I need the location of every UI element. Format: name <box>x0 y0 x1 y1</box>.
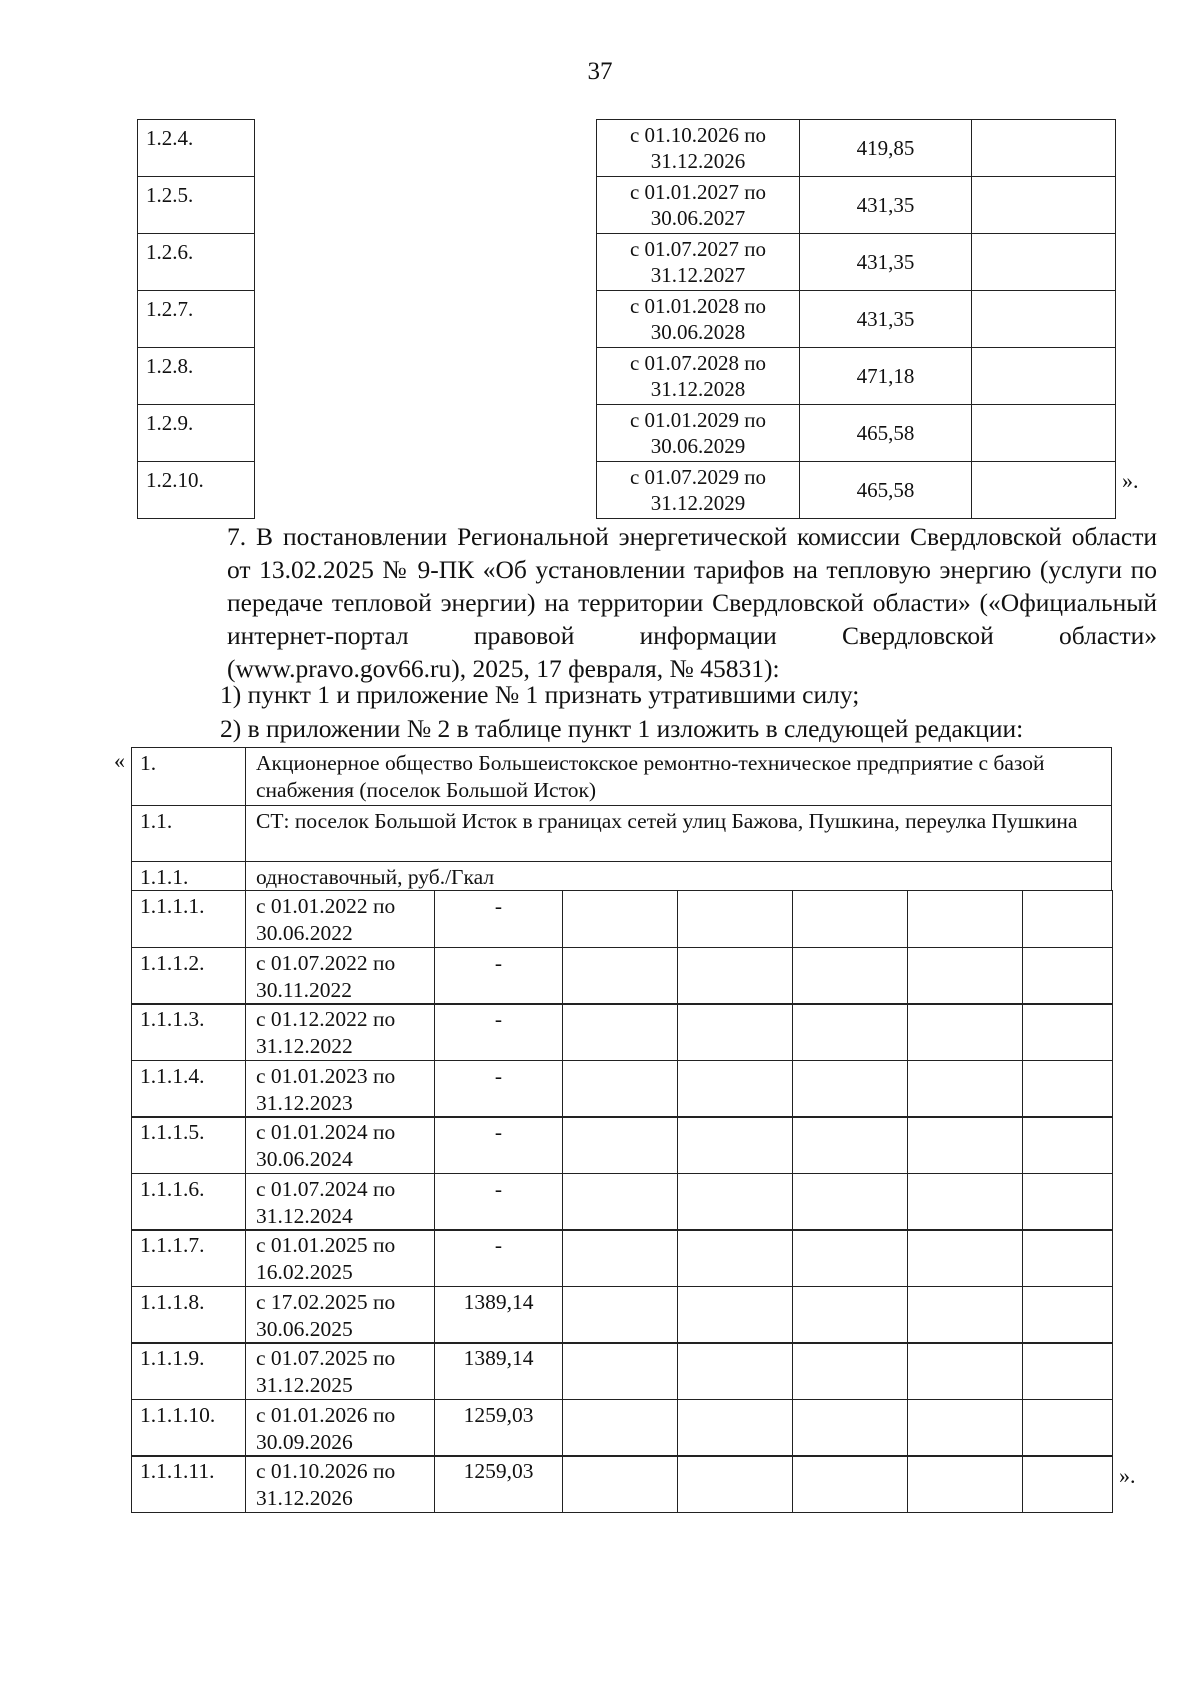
table1-row-empty <box>971 290 1116 348</box>
table1-row-value: 465,58 <box>799 461 972 519</box>
table2-row-empty <box>907 1399 1023 1457</box>
table2-row-empty <box>1022 1399 1113 1457</box>
table2-row-empty <box>562 947 678 1005</box>
table2-row-empty <box>1022 1455 1113 1513</box>
table2-row-empty <box>792 1229 908 1287</box>
table2-row-empty <box>677 947 793 1005</box>
table2-row-empty <box>907 1060 1023 1118</box>
table1-row-empty <box>971 233 1116 291</box>
table1-closing-quote: ». <box>1122 468 1139 493</box>
table2-row-empty <box>792 1455 908 1513</box>
table1-row-empty <box>971 404 1116 462</box>
table2-row-empty <box>792 1060 908 1118</box>
table2-row-value: 1259,03 <box>434 1399 563 1457</box>
table1-row-period: с 01.07.2027 по 31.12.2027 <box>596 233 800 291</box>
table1-row-period: с 01.07.2028 по 31.12.2028 <box>596 347 800 405</box>
table2-row-empty <box>792 1003 908 1061</box>
table1-row-number: 1.2.9. <box>137 404 255 462</box>
table2-row-number: 1.1.1.1. <box>131 890 246 948</box>
table2-row-number: 1.1.1.10. <box>131 1399 246 1457</box>
table2-row-empty <box>677 1229 793 1287</box>
table2-row-empty <box>907 1116 1023 1174</box>
table2-header-text: СТ: поселок Большой Исток в границах сетей улиц Бажова, Пушкина, переулка Пушкина <box>245 805 1112 862</box>
table1-row-empty <box>971 347 1116 405</box>
table2-row-empty <box>907 1455 1023 1513</box>
table2-row-value: - <box>434 1060 563 1118</box>
table2-header-number: 1. <box>131 747 246 806</box>
table2-row-empty <box>562 1229 678 1287</box>
table2-row-value: 1389,14 <box>434 1286 563 1344</box>
table2-row-empty <box>792 1173 908 1231</box>
table2-row-empty <box>677 1455 793 1513</box>
table2-row-empty <box>562 1116 678 1174</box>
table2-header-text: одноставочный, руб./Гкал <box>245 861 1112 891</box>
table2-row-empty <box>907 890 1023 948</box>
table2-row-period: с 17.02.2025 по 30.06.2025 <box>245 1286 435 1344</box>
table2-row-value: - <box>434 947 563 1005</box>
table2-row-empty <box>792 1342 908 1400</box>
item-1: 1) пункт 1 и приложение № 1 признать утратившими силу; <box>220 680 860 709</box>
table1-row-value: 431,35 <box>799 290 972 348</box>
table2-row-number: 1.1.1.8. <box>131 1286 246 1344</box>
table2-row-number: 1.1.1.6. <box>131 1173 246 1231</box>
table1-row-period: с 01.07.2029 по 31.12.2029 <box>596 461 800 519</box>
table1-row-value: 431,35 <box>799 176 972 234</box>
table2-row-period: с 01.07.2024 по 31.12.2024 <box>245 1173 435 1231</box>
table2-row-empty <box>562 1060 678 1118</box>
table1-row-number: 1.2.6. <box>137 233 255 291</box>
table2-row-empty <box>907 1342 1023 1400</box>
table2-row-empty <box>677 1060 793 1118</box>
table2-row-number: 1.1.1.11. <box>131 1455 246 1513</box>
table2-row-period: с 01.01.2025 по 16.02.2025 <box>245 1229 435 1287</box>
table2-row-period: с 01.10.2026 по 31.12.2026 <box>245 1455 435 1513</box>
table1-row-empty <box>971 119 1116 177</box>
page-number: 37 <box>587 58 613 85</box>
table2-row-period: с 01.01.2023 по 31.12.2023 <box>245 1060 435 1118</box>
table2-row-empty <box>1022 1060 1113 1118</box>
table2-row-empty <box>907 1003 1023 1061</box>
table1-row-number: 1.2.10. <box>137 461 255 519</box>
table2-row-empty <box>907 1173 1023 1231</box>
table2-row-period: с 01.07.2025 по 31.12.2025 <box>245 1342 435 1400</box>
table2-row-empty <box>562 1399 678 1457</box>
table2-row-value: 1259,03 <box>434 1455 563 1513</box>
table2-row-empty <box>562 890 678 948</box>
table2-row-number: 1.1.1.5. <box>131 1116 246 1174</box>
table2-header-number: 1.1. <box>131 805 246 862</box>
table1-row-number: 1.2.7. <box>137 290 255 348</box>
table2-row-empty <box>677 1003 793 1061</box>
table2-row-empty <box>1022 1342 1113 1400</box>
table2-row-empty <box>1022 947 1113 1005</box>
table2-closing-quote: ». <box>1119 1463 1136 1488</box>
table2-row-empty <box>677 890 793 948</box>
table1-row-number: 1.2.5. <box>137 176 255 234</box>
table2-row-number: 1.1.1.2. <box>131 947 246 1005</box>
table2-row-empty <box>907 947 1023 1005</box>
table2-row-value: 1389,14 <box>434 1342 563 1400</box>
table2-row-value: - <box>434 1116 563 1174</box>
paragraph-7: 7. В постановлении Региональной энергетической комиссии Свердловской области от 13.02.2025 № 9-ПК «Об установлении тарифов на тепловую энергию (услуги по передаче тепловой энергии) на территории Свердловской области» («Официальный интернет-портал правовой информации Свердловской области» (www.pravo.gov66.ru), 2025, 17 февраля, № 45831): <box>227 522 1157 683</box>
table2-row-empty <box>677 1116 793 1174</box>
item-2: 2) в приложении № 2 в таблице пункт 1 изложить в следующей редакции: <box>220 714 1024 743</box>
table2-row-empty <box>792 1286 908 1344</box>
table2-row-empty <box>792 890 908 948</box>
table2-row-empty <box>677 1173 793 1231</box>
table1-row-value: 471,18 <box>799 347 972 405</box>
table2-row-period: с 01.07.2022 по 30.11.2022 <box>245 947 435 1005</box>
table2-row-empty <box>907 1229 1023 1287</box>
table1-row-number: 1.2.4. <box>137 119 255 177</box>
table2-row-empty <box>677 1342 793 1400</box>
table2-row-empty <box>677 1286 793 1344</box>
table2-row-empty <box>1022 1286 1113 1344</box>
table2-row-period: с 01.12.2022 по 31.12.2022 <box>245 1003 435 1061</box>
table2-row-value: - <box>434 1229 563 1287</box>
table1-row-number: 1.2.8. <box>137 347 255 405</box>
table1-row-value: 431,35 <box>799 233 972 291</box>
table2-row-empty <box>792 947 908 1005</box>
table2-row-period: с 01.01.2026 по 30.09.2026 <box>245 1399 435 1457</box>
table2-row-period: с 01.01.2022 по 30.06.2022 <box>245 890 435 948</box>
table2-row-period: с 01.01.2024 по 30.06.2024 <box>245 1116 435 1174</box>
table2-row-empty <box>562 1455 678 1513</box>
table2-row-empty <box>907 1286 1023 1344</box>
table2-header-text: Акционерное общество Большеистокское ремонтно-техническое предприятие с базой снабжения (поселок Большой Исток) <box>245 747 1112 806</box>
table2-row-empty <box>1022 1229 1113 1287</box>
table2-row-empty <box>792 1399 908 1457</box>
table1-row-period: с 01.10.2026 по 31.12.2026 <box>596 119 800 177</box>
table1-row-empty <box>971 461 1116 519</box>
table1-row-value: 419,85 <box>799 119 972 177</box>
table1-row-period: с 01.01.2029 по 30.06.2029 <box>596 404 800 462</box>
table2-row-empty <box>677 1399 793 1457</box>
table2-row-empty <box>1022 1173 1113 1231</box>
table2-row-number: 1.1.1.9. <box>131 1342 246 1400</box>
table2-row-value: - <box>434 890 563 948</box>
table2-row-empty <box>562 1342 678 1400</box>
table2-open-quote: « <box>114 748 125 773</box>
table2-row-number: 1.1.1.4. <box>131 1060 246 1118</box>
table2-row-empty <box>792 1116 908 1174</box>
table2-row-empty <box>1022 1003 1113 1061</box>
table2-row-value: - <box>434 1173 563 1231</box>
table2-row-empty <box>562 1173 678 1231</box>
table2-row-empty <box>1022 890 1113 948</box>
table2-row-empty <box>562 1286 678 1344</box>
table2-row-value: - <box>434 1003 563 1061</box>
table2-row-empty <box>562 1003 678 1061</box>
table1-row-period: с 01.01.2027 по 30.06.2027 <box>596 176 800 234</box>
table2-row-number: 1.1.1.7. <box>131 1229 246 1287</box>
table1-row-value: 465,58 <box>799 404 972 462</box>
table1-row-period: с 01.01.2028 по 30.06.2028 <box>596 290 800 348</box>
table1-row-empty <box>971 176 1116 234</box>
table2-row-number: 1.1.1.3. <box>131 1003 246 1061</box>
table2-header-number: 1.1.1. <box>131 861 246 891</box>
table2-row-empty <box>1022 1116 1113 1174</box>
